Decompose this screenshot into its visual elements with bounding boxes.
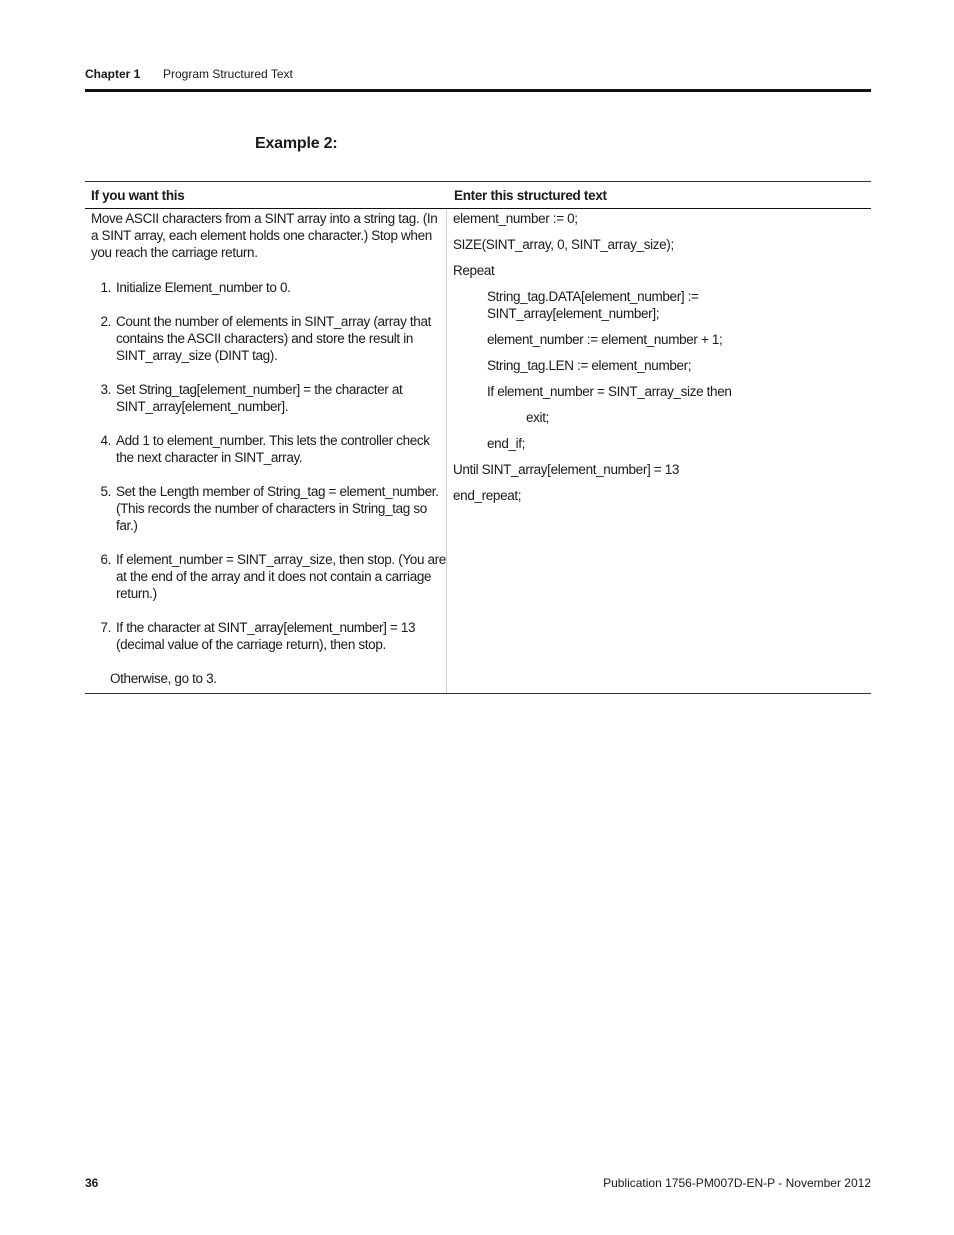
list-item [91,432,446,466]
step-number: 3. [100,382,111,397]
code-line: end_if; [487,436,526,451]
code-line: Until SINT_array[element_number] = 13 [453,462,680,477]
step-number: 7. [100,620,111,635]
step-text: Set String_tag[element_number] = the character at SINT_array[element_number]. [116,382,403,414]
list-item [91,313,446,364]
section-title: Program Structured Text [163,67,293,81]
code-line: SIZE(SINT_array, 0, SINT_array_size); [453,237,674,252]
code-line: element_number := 0; [453,211,578,226]
page-number: 36 [85,1176,99,1190]
step-number: 6. [100,552,111,567]
step-text: Count the number of elements in SINT_array (array that contains the ASCII characters) and store the result in SINT_array_size (DINT tag). [116,314,432,363]
step-number: 5. [100,484,111,499]
description-cell [85,209,447,693]
code-cell [447,209,871,693]
code-line: end_repeat; [453,488,522,503]
code-line: String_tag.DATA[element_number] := SINT_array[element_number]; [487,289,699,321]
publication-id: Publication 1756-PM007D-EN-P - November 2012 [603,1176,871,1190]
chapter-label: Chapter 1 [85,67,141,81]
otherwise-text: Otherwise, go to 3. [110,671,217,686]
table-body-row [85,209,871,693]
example-table [85,181,871,694]
code-block [453,210,871,504]
step-number: 1. [100,280,111,295]
col-header-structured-text: Enter this structured text [454,187,607,203]
list-item [91,619,446,653]
code-line: exit; [526,410,550,425]
code-line: element_number := element_number + 1; [487,332,723,347]
list-item [91,483,446,534]
code-line: String_tag.LEN := element_number; [487,358,692,373]
page-header [85,66,871,82]
list-item [91,381,446,415]
col-header-if-you-want: If you want this [91,187,185,203]
intro-text: Move ASCII characters from a SINT array into a string tag. (In a SINT array, each element holds one character.) Stop when you reach the carriage return. [91,211,438,260]
list-item [91,279,446,296]
step-text: Set the Length member of String_tag = element_number. (This records the number of characters in String_tag so far.) [116,484,439,533]
step-number: 2. [100,314,111,329]
step-number: 4. [100,433,111,448]
list-item [91,551,446,602]
example-title: Example 2: [255,135,338,152]
step-text: If element_number = SINT_array_size, then stop. (You are at the end of the array and it does not contain a carriage return.) [116,552,446,601]
header-rule [85,89,871,92]
steps-list [91,279,446,653]
step-text: Add 1 to element_number. This lets the controller check the next character in SINT_array. [116,433,430,465]
code-line: Repeat [453,263,495,278]
table-header-row [85,182,871,209]
step-text: Initialize Element_number to 0. [116,280,291,295]
code-line: If element_number = SINT_array_size then [487,384,732,399]
step-text: If the character at SINT_array[element_number] = 13 (decimal value of the carriage return), then stop. [116,620,416,652]
